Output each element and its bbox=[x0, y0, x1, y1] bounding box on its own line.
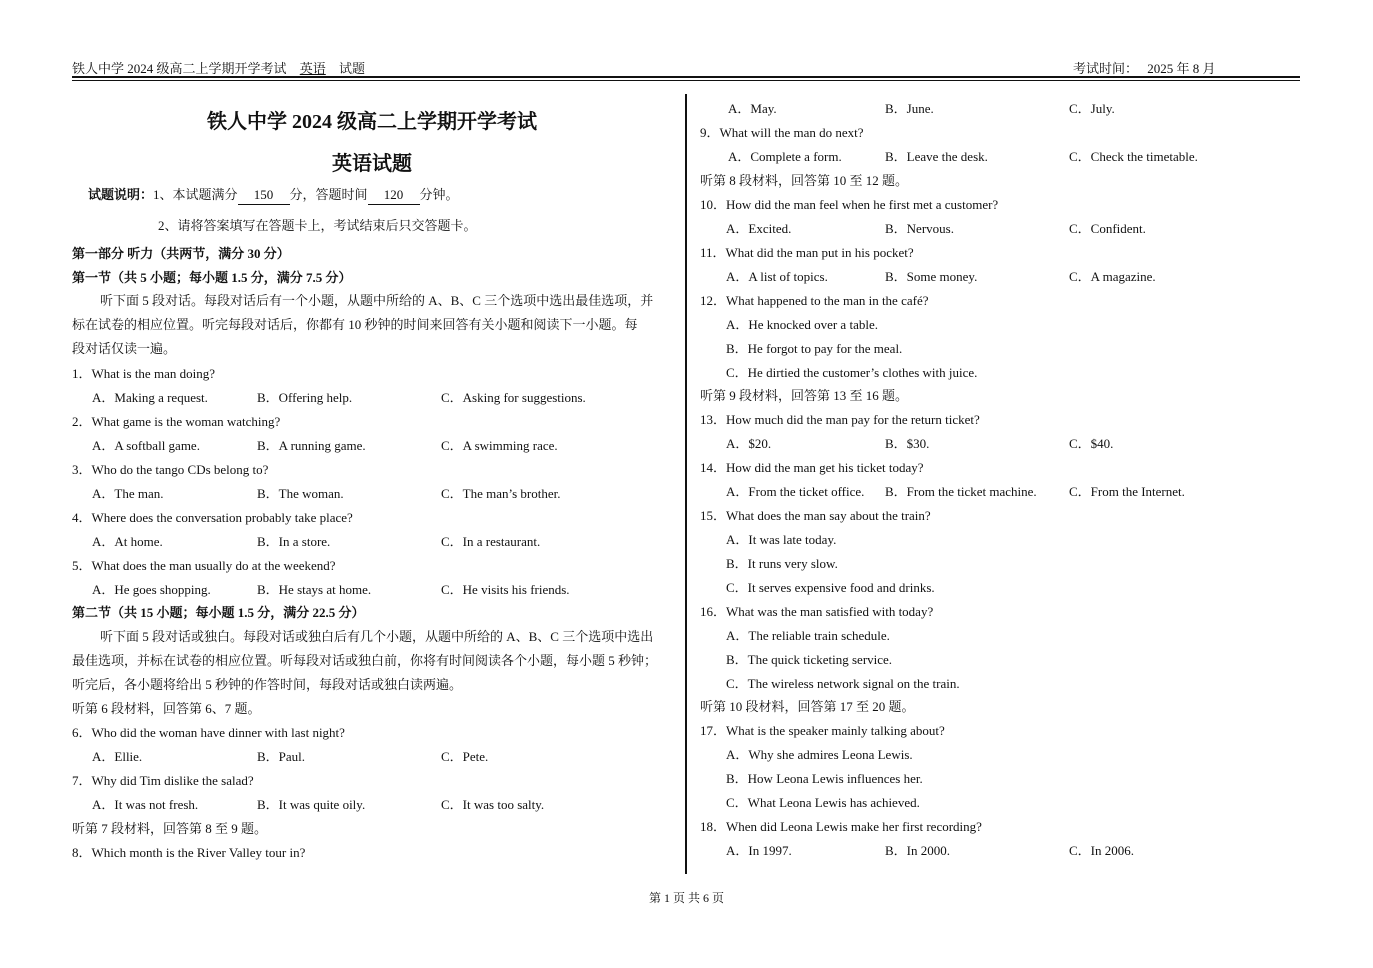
question-stem: 2．What game is the woman watching? bbox=[72, 414, 281, 429]
option-c: C．From the Internet. bbox=[1069, 484, 1185, 499]
option-c: C．It serves expensive food and drinks. bbox=[726, 580, 935, 595]
option-c: C．Pete. bbox=[441, 749, 489, 764]
full-score: 150 bbox=[238, 186, 290, 205]
section2-intro-3: 听完后，各小题将给出 5 秒钟的作答时间，每段对话或独白读两遍。 bbox=[72, 677, 463, 692]
section1-intro-2: 标在试卷的相应位置。听完每段对话后，你都有 10 秒钟的时间来回答有关小题和阅读下一小题。每 bbox=[72, 317, 638, 332]
option-c: C．In a restaurant. bbox=[441, 534, 541, 549]
option-a: A．It was late today. bbox=[726, 532, 837, 547]
duration: 120 bbox=[368, 186, 420, 205]
option-b: B．A running game. bbox=[257, 438, 366, 453]
question-stem: 16．What was the man satisfied with today? bbox=[700, 604, 934, 619]
option-b: B．Paul. bbox=[257, 749, 306, 764]
option-b: B．In 2000. bbox=[885, 843, 951, 858]
material-note: 听第 7 段材料，回答第 8 至 9 题。 bbox=[72, 821, 268, 836]
option-c: C．Asking for suggestions. bbox=[441, 390, 586, 405]
option-a: A．He goes shopping. bbox=[92, 582, 211, 597]
option-c: C．A swimming race. bbox=[441, 438, 558, 453]
option-b: B．It was quite oily. bbox=[257, 797, 366, 812]
option-a: A．May. bbox=[728, 101, 777, 116]
section1-heading: 第一节（共 5 小题；每小题 1.5 分，满分 7.5 分） bbox=[72, 270, 352, 285]
column-divider bbox=[685, 94, 687, 874]
question-stem: 17．What is the speaker mainly talking about? bbox=[700, 723, 945, 738]
question-stem: 9．What will the man do next? bbox=[700, 125, 864, 140]
option-c: C．The wireless network signal on the train. bbox=[726, 676, 960, 691]
option-b: B．How Leona Lewis influences her. bbox=[726, 771, 923, 786]
instructions-line-2: 2、请将答案填写在答题卡上，考试结束后只交答题卡。 bbox=[158, 218, 477, 233]
option-c: C．Check the timetable. bbox=[1069, 149, 1198, 164]
option-b: B．He forgot to pay for the meal. bbox=[726, 341, 903, 356]
question-stem: 1．What is the man doing? bbox=[72, 366, 215, 381]
option-c: C．A magazine. bbox=[1069, 269, 1156, 284]
option-b: B．It runs very slow. bbox=[726, 556, 838, 571]
material-note: 听第 6 段材料，回答第 6、7 题。 bbox=[72, 701, 261, 716]
option-c: C．Confident. bbox=[1069, 221, 1146, 236]
question-stem: 4．Where does the conversation probably take place? bbox=[72, 510, 353, 525]
option-a: A．Ellie. bbox=[92, 749, 143, 764]
option-a: A．Complete a form. bbox=[728, 149, 842, 164]
section2-intro-2: 最佳选项，并标在试卷的相应位置。听每段对话或独白前，你将有时间阅读各个小题，每小题 5 秒钟； bbox=[72, 653, 658, 668]
page-title: 铁人中学 2024 级高二上学期开学考试 bbox=[207, 111, 537, 133]
material-note: 听第 8 段材料，回答第 10 至 12 题。 bbox=[700, 173, 909, 188]
header-exam-name: 铁人中学 2024 级高二上学期开学考试 bbox=[72, 61, 287, 76]
question-stem: 6．Who did the woman have dinner with last night? bbox=[72, 725, 345, 740]
option-c: C．July. bbox=[1069, 101, 1115, 116]
option-a: A．The man. bbox=[92, 486, 164, 501]
option-b: B．Leave the desk. bbox=[885, 149, 988, 164]
header-rule-thin bbox=[72, 80, 1300, 81]
option-a: A．$20. bbox=[726, 436, 772, 451]
page-subtitle: 英语试题 bbox=[332, 153, 412, 175]
section1-intro-3: 段对话仅读一遍。 bbox=[72, 341, 177, 356]
option-a: A．From the ticket office. bbox=[726, 484, 865, 499]
option-b: B．The woman. bbox=[257, 486, 344, 501]
option-c: C．He visits his friends. bbox=[441, 582, 570, 597]
option-a: A．A list of topics. bbox=[726, 269, 828, 284]
exam-time-label: 考试时间： bbox=[1073, 61, 1139, 76]
header-rule-thick bbox=[72, 76, 1300, 78]
option-b: B．June. bbox=[885, 101, 934, 116]
header-suffix: 试题 bbox=[339, 61, 366, 76]
option-b: B．He stays at home. bbox=[257, 582, 372, 597]
option-a: A．In 1997. bbox=[726, 843, 792, 858]
option-a: A．The reliable train schedule. bbox=[726, 628, 890, 643]
question-stem: 3．Who do the tango CDs belong to? bbox=[72, 462, 269, 477]
instructions-label: 试题说明： bbox=[88, 187, 154, 202]
option-b: B．The quick ticketing service. bbox=[726, 652, 893, 667]
option-b: B．Nervous. bbox=[885, 221, 954, 236]
option-c: C．$40. bbox=[1069, 436, 1114, 451]
option-a: A．Excited. bbox=[726, 221, 792, 236]
question-stem: 11．What did the man put in his pocket? bbox=[700, 245, 914, 260]
material-note: 听第 10 段材料，回答第 17 至 20 题。 bbox=[700, 699, 915, 714]
option-c: C．The man’s brother. bbox=[441, 486, 561, 501]
option-b: B．Some money. bbox=[885, 269, 978, 284]
option-c: C．In 2006. bbox=[1069, 843, 1135, 858]
option-a: A．At home. bbox=[92, 534, 163, 549]
section2-intro-1: 听下面 5 段对话或独白。每段对话或独白后有几个小题，从题中所给的 A、B、C 三个选项中选出 bbox=[100, 629, 654, 644]
question-stem: 18．When did Leona Lewis make her first recording? bbox=[700, 819, 982, 834]
header-subject: 英语 bbox=[299, 61, 326, 76]
page-number: 第 1 页 共 6 页 bbox=[648, 891, 724, 905]
option-a: A．Why she admires Leona Lewis. bbox=[726, 747, 913, 762]
instructions-line-1: 试题说明：1、本试题满分 150 分，答题时间 120 分钟。 bbox=[88, 186, 459, 205]
question-stem: 12．What happened to the man in the café? bbox=[700, 293, 929, 308]
option-c: C．It was too salty. bbox=[441, 797, 545, 812]
option-b: B．$30. bbox=[885, 436, 930, 451]
part1-heading: 第一部分 听力（共两节，满分 30 分） bbox=[72, 246, 290, 261]
option-b: B．From the ticket machine. bbox=[885, 484, 1037, 499]
question-stem: 10．How did the man feel when he first met a customer? bbox=[700, 197, 999, 212]
header-left bbox=[72, 58, 365, 77]
option-a: A．Making a request. bbox=[92, 390, 208, 405]
question-stem: 7．Why did Tim dislike the salad? bbox=[72, 773, 254, 788]
header-right bbox=[1073, 58, 1216, 77]
option-c: C．What Leona Lewis has achieved. bbox=[726, 795, 920, 810]
question-stem: 5．What does the man usually do at the weekend? bbox=[72, 558, 336, 573]
option-c: C．He dirtied the customer’s clothes with juice. bbox=[726, 365, 978, 380]
material-note: 听第 9 段材料，回答第 13 至 16 题。 bbox=[700, 388, 909, 403]
option-a: A．It was not fresh. bbox=[92, 797, 199, 812]
option-b: B．In a store. bbox=[257, 534, 331, 549]
question-stem: 8．Which month is the River Valley tour in? bbox=[72, 845, 306, 860]
section1-intro-1: 听下面 5 段对话。每段对话后有一个小题，从题中所给的 A、B、C 三个选项中选出最佳选项，并 bbox=[100, 293, 654, 308]
question-stem: 13．How much did the man pay for the return ticket? bbox=[700, 412, 980, 427]
section2-heading: 第二节（共 15 小题；每小题 1.5 分，满分 22.5 分） bbox=[72, 605, 365, 620]
option-a: A．A softball game. bbox=[92, 438, 200, 453]
exam-time-value: 2025 年 8 月 bbox=[1147, 61, 1216, 76]
option-b: B．Offering help. bbox=[257, 390, 353, 405]
question-stem: 14．How did the man get his ticket today? bbox=[700, 460, 924, 475]
question-stem: 15．What does the man say about the train? bbox=[700, 508, 931, 523]
option-a: A．He knocked over a table. bbox=[726, 317, 878, 332]
